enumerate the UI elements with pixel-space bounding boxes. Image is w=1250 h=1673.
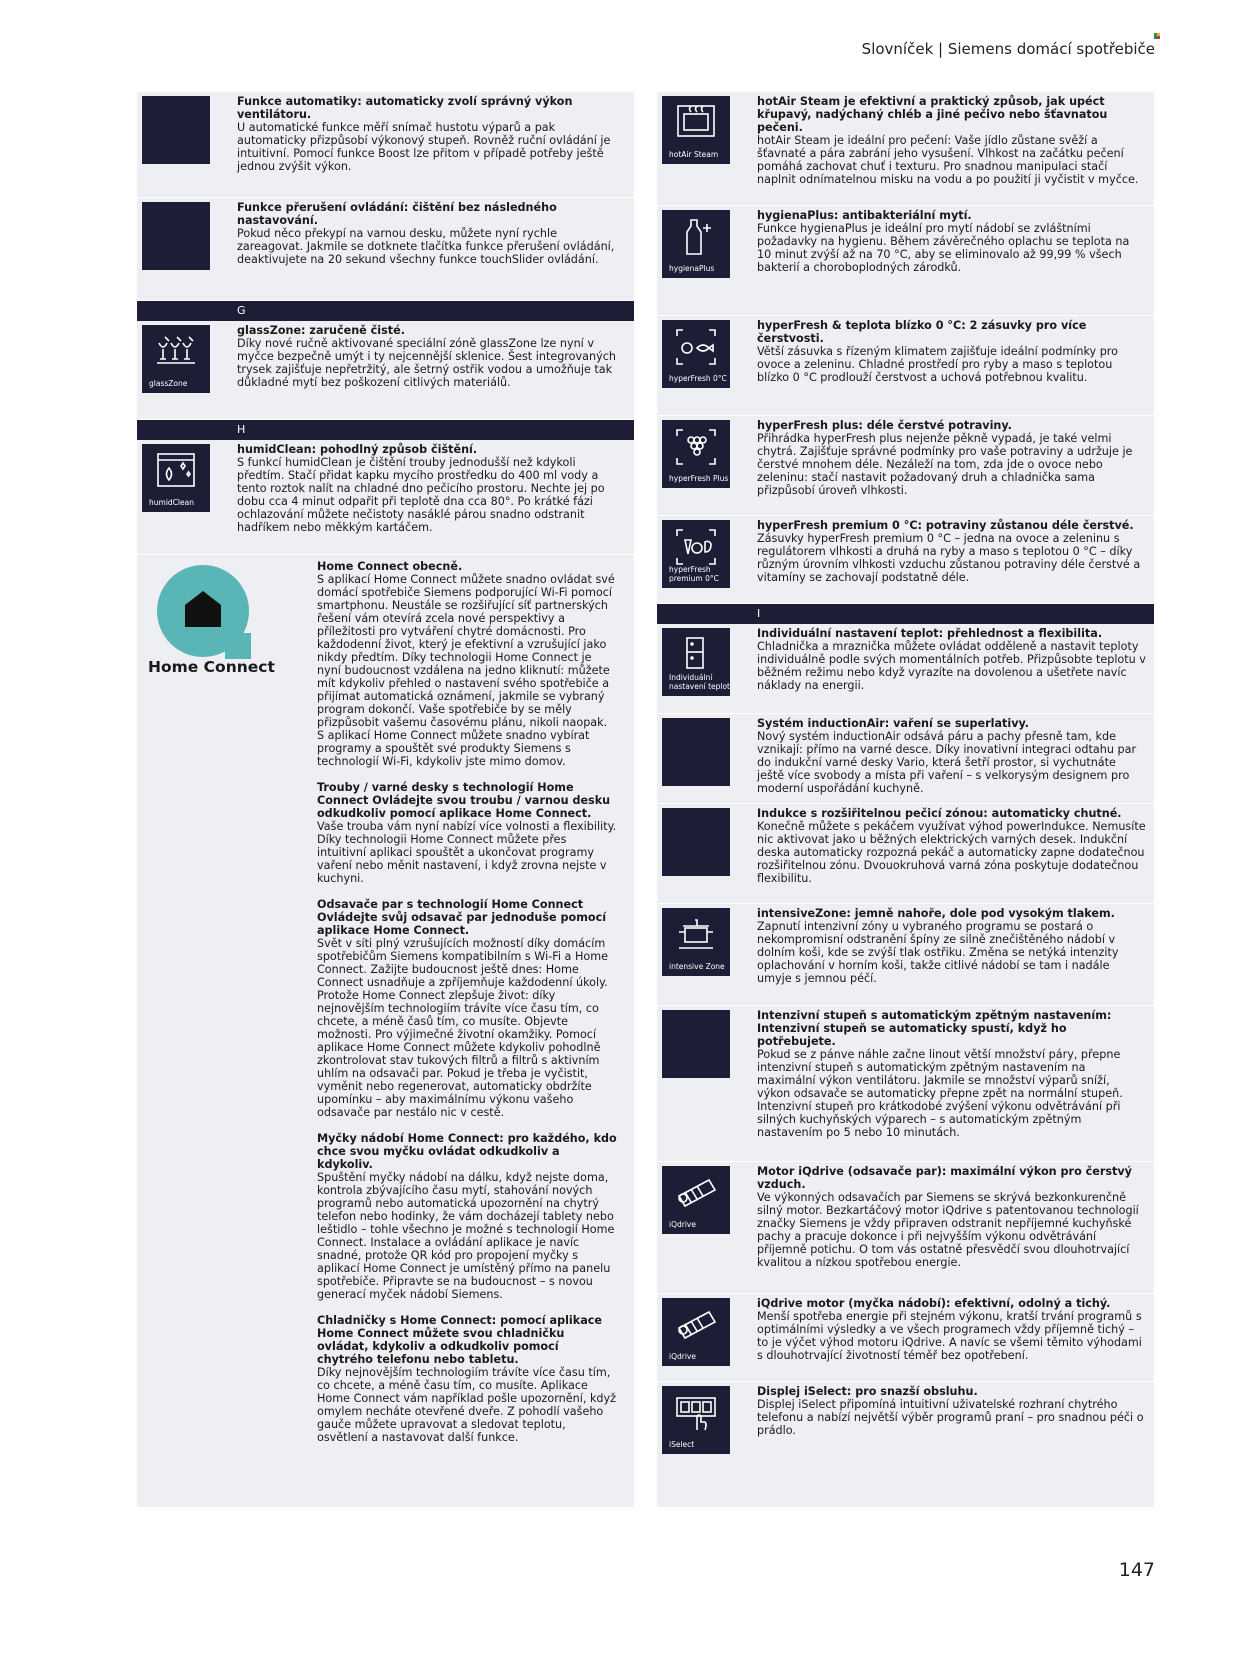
entry-text [757, 624, 1154, 692]
icon-label: hyperFresh 0°C [669, 373, 727, 383]
entry-text [757, 904, 1154, 985]
oven-steam-icon [142, 444, 210, 512]
blank-icon [662, 808, 730, 876]
fruit-fish-icon [662, 320, 730, 388]
glossary-entry [657, 316, 1154, 416]
hc-section-body: Spuštění myčky nádobí na dálku, když nejste doma, kontrola zbývajícího času mytí, stahování nových programů nebo automatická upozornění na chytrý telefon nebo hodinky, že vám docházejí tablety nebo leštidlo – tohle všechno je možné s technologií Home Connect. Instalace a ovládání aplikace je navíc snadné, protože QR kód pro propojení myčky s aplikací Home Connect je umístěný přímo na panelu spotřebiče. Připravte se na budoucnost – s novou generací myček nádobí Siemens. [317, 1171, 615, 1301]
left-column [137, 92, 634, 1507]
home-connect-name: Home Connect [148, 658, 275, 676]
entry-body: S funkcí humidClean je čištění trouby jednodušší než kdykoli předtím. Stačí přidat kapku mycího prostředku do 400 ml vody a tento roztok nalít na chladné dno pečicího prostoru. Nechte jej po dobu cca 4 minut odpařit při teplotě dna cca 80°. Po krátké fázi ochlazování můžete nečistoty nasáklé párou snadno odstranit hadříkem nebo měkkým kartáčem. [237, 456, 605, 534]
entry-text [237, 440, 634, 534]
grapes-icon [662, 420, 730, 488]
entry-text [757, 516, 1154, 584]
home-connect-logo-icon [157, 565, 249, 657]
entry-title: Funkce automatiky: automaticky zvolí správný výkon ventilátoru. [237, 95, 573, 121]
glossary-entry [657, 1162, 1154, 1294]
icon-label: hotAir Steam [669, 149, 719, 159]
hc-section-title: Odsavače par s technologií Home Connect Ovládejte svůj odsavač par jednoduše pomocí aplikace Home Connect. [317, 898, 607, 937]
hc-section-title: Home Connect obecně. [317, 560, 463, 573]
entry-title: intensiveZone: jemně nahoře, dole pod vysokým tlakem. [757, 907, 1115, 920]
glossary-entry [657, 92, 1154, 206]
right-column [657, 92, 1154, 1507]
entry-text [757, 316, 1154, 384]
entry-title: Individuální nastavení teplot: přehlednost a flexibilita. [757, 627, 1103, 640]
entry-body: Displej iSelect připomíná intuitivní uživatelské rozhraní chytrého telefonu a nabízí největší výběr programů praní – pro snadnou péči o prádlo. [757, 1398, 1144, 1437]
icon-label: hyperFresh premium 0°C [669, 565, 719, 583]
icon-label: humidClean [149, 497, 194, 507]
entry-text [237, 198, 634, 266]
glossary-entry [657, 1006, 1154, 1162]
page-number: 147 [1118, 1559, 1155, 1581]
entry-title: Systém inductionAir: vaření se superlativy. [757, 717, 1030, 730]
entry-text [757, 206, 1154, 274]
glossary-entry [137, 92, 634, 198]
entry-text [757, 416, 1154, 497]
entry-body: Ve výkonných odsavačích par Siemens se skrývá bezkonkurenčně silný motor. Bezkartáčový motor iQdrive s patentovanou technologií značky Siemens je vždy připraven odstranit nepříjemné kuchyňské pachy a pracuje dokonce i při nejvyšším výkonu odvětrávání příjemně potichu. O tom vás ostatně přesvědčí svou dlouhotrvající kvalitou a nízkou spotřebou energie. [757, 1191, 1139, 1269]
glossary-entry [657, 904, 1154, 1006]
home-connect-text [317, 560, 617, 1457]
entry-body: U automatické funkce měří snímač hustotu výparů a pak automaticky přizpůsobí výkonový stupeň. Rovněž ruční ovládání je intuitivní. Pomocí funkce Boost lze přitom v případě potřeby ještě jednou zvýšit výkon. [237, 121, 611, 173]
brand-flag-icon [1154, 33, 1160, 39]
fridge-panel-icon [662, 628, 730, 696]
letter-heading-h: H [137, 420, 634, 440]
entry-body: Funkce hygienaPlus je ideální pro mytí nádobí se zvláštními požadavky na hygienu. Během závěrečného oplachu se teplota na 10 minut zvýší až na 70 °C, aby se eliminovalo až 99,99 % všech bakterií a choroboplodných zárodků. [757, 222, 1130, 274]
entry-body: Přihrádka hyperFresh plus nejenže pěkně vypadá, je také velmi chytrá. Zajišťuje správné podmínky pro vaše potraviny a udržuje je čerstvé mnohem déle. Nezáleží na tom, zda jde o ovoce nebo zeleninu: stačí nastavit požadovaný druh a chladnička sama přizpůsobí úroveň vlhkosti. [757, 432, 1133, 497]
carrot-apple-icon [662, 520, 730, 588]
entry-body: Pokud něco překypí na varnou desku, můžete nyní rychle zareagovat. Jakmile se dotknete tlačítka funkce přerušení ovládání, deaktivujete na 20 sekund všechny funkce touchSlider ovládání. [237, 227, 615, 266]
hc-section-body: Svět v síti plný vzrušujících možností díky domácím spotřebičům Siemens kompatibilním s Wi-Fi a Home Connect. Zažijte budoucnost ještě dnes: Home Connect usnadňuje a zpříjemňuje každodenní úkoly. Protože Home Connect zlepšuje život: díky nejnovějším technologiím trávíte více času tím, co chcete, a méně časů tím, co musíte. Objevte možnosti. Pro výjimečné životní okamžiky. Pomocí aplikace Home Connect můžete kdykoliv pohodlně zkontrolovat stav tukových filtrů a filtrů s aktivním uhlím na odsavači par. Pokud je třeba je vyčistit, vyměnit nebo regenerovat, automaticky obdržíte upomínku – aby maximálnímu výkonu vašeho odsavače par nestálo nic v cestě. [317, 937, 608, 1119]
entry-text [237, 92, 634, 173]
glossary-entry [657, 804, 1154, 904]
glossary-entry [137, 321, 634, 420]
home-connect-section [137, 555, 634, 1470]
entry-title: Displej iSelect: pro snazší obsluhu. [757, 1385, 978, 1398]
glossary-entry [137, 198, 634, 301]
entry-text [757, 1006, 1154, 1139]
entry-title: hygienaPlus: antibakteriální mytí. [757, 209, 972, 222]
glossary-entry [137, 440, 634, 555]
hc-section-body: Vaše trouba vám nyní nabízí více volnosti a flexibility. Díky technologii Home Connect můžete přes intuitivní aplikaci spouštět a ukončovat programy vaření nebo měnit nastavení, i když zrovna nejste v kuchyni. [317, 820, 617, 885]
entry-title: hyperFresh plus: déle čerstvé potraviny. [757, 419, 1012, 432]
entry-body: hotAir Steam je ideální pro pečení: Vaše jídlo zůstane svěží a šťavnaté a pára zabrání jeho vysušení. Vlhkost na začátku pečení pomáhá zachovat chuť i texturu. Pro snadnou manipulaci stačí naplnit odnímatelnou misku na vodu a po použití ji vyčistit v myčce. [757, 134, 1139, 186]
glossary-entry [657, 516, 1154, 604]
hc-section-body: Díky nejnovějším technologiím trávíte více času tím, co chcete, a méně času tím, co musíte. Aplikace Home Connect vám například pošle upozornění, když omylem necháte otevřené dveře. Z pohodlí vašeho gauče můžete upravovat a sledovat teplotu, osvětlení a nastavovat další funkce. [317, 1366, 617, 1444]
page-header: Slovníček | Siemens domácí spotřebiče [861, 40, 1155, 58]
entry-title: humidClean: pohodlný způsob čištění. [237, 443, 478, 456]
entry-title: hyperFresh & teplota blízko 0 °C: 2 zásuvky pro více čerstvosti. [757, 319, 1087, 345]
glossary-entry [657, 714, 1154, 804]
entry-body: Konečně můžete s pekáčem využívat výhod powerIndukce. Nemusíte nic aktivovat jako u běžných elektrických varných desek. Indukční deska automaticky rozpozná pekáč a automaticky zapne dodatečnou rozšiřitelnou zónu. Dvouokruhová varná zóna poskytuje dodatečnou flexibilitu. [757, 820, 1146, 885]
bottle-plus-icon [662, 210, 730, 278]
entry-title: Motor iQdrive (odsavače par): maximální výkon pro čerstvý vzduch. [757, 1165, 1132, 1191]
blank-icon [662, 718, 730, 786]
entry-body: Nový systém inductionAir odsává páru a pachy přesně tam, kde vznikají: přímo na varné desce. Díky inovativní integraci odtahu par do indukční varné desky Vario, která šetří prostor, si vychutnáte ještě více svobody a místa při vaření – s velkorysým designem pro moderní uspořádání kuchyně. [757, 730, 1137, 795]
icon-label: hygienaPlus [669, 263, 715, 273]
blank-icon [662, 1010, 730, 1078]
entry-text [757, 1162, 1154, 1269]
entry-body: Menší spotřeba energie při stejném výkonu, kratší trvání programů s optimálními výsledky a ve všech programech vždy příjemně tichý – to je výčet výhod motoru iQdrive. A navíc se všemi těmito výhodami s dlouhotrvající životností téměř bez opotřebení. [757, 1310, 1142, 1362]
glossary-entry [657, 206, 1154, 316]
touch-display-icon [662, 1386, 730, 1454]
oven-steam-icon [662, 96, 730, 164]
glossary-entry [657, 1294, 1154, 1382]
motor-icon [662, 1298, 730, 1366]
entry-body: Zásuvky hyperFresh premium 0 °C – jedna na ovoce a zeleninu s regulátorem vlhkosti a druhá na ryby a maso s teplotou 0 °C – díky různým úrovním vlhkosti vzduchu zůstanou potraviny déle čerstvé a vitamíny se zachovají podstatně déle. [757, 532, 1141, 584]
entry-body: Pokud se z pánve náhle začne linout větší množství páry, přepne intenzivní stupeň s automatickým zpětným nastavením na maximální výkon ventilátoru. Jakmile se množství výparů sníží, výkon odsavače se automaticky přepne zpět na normální stupeň. Intenzivní stupeň pro krátkodobé zvýšení výkonu odvětrávání při silných kuchyňských výparech – s automatickým zpětným nastavením po 5 nebo 10 minutách. [757, 1048, 1123, 1139]
entry-title: iQdrive motor (myčka nádobí): efektivní, odolný a tichý. [757, 1297, 1111, 1310]
icon-label: iSelect [669, 1439, 695, 1449]
pot-icon [662, 908, 730, 976]
glossary-entry [657, 624, 1154, 714]
hc-section-title: Myčky nádobí Home Connect: pro každého, kdo chce svou myčku ovládat odkudkoliv a kdykoliv. [317, 1132, 617, 1171]
entry-text [757, 804, 1154, 885]
entry-title: glassZone: zaručeně čisté. [237, 324, 405, 337]
glossary-entry [657, 1382, 1154, 1472]
entry-body: Díky nové ručně aktivované speciální zóně glassZone lze nyní v myčce bezpečně umýt i ty nejcennější sklenice. Šest integrovaných trysek zajišťuje nepřetržitý, ale šetrný ostřik vodou a umožňuje tak důkladné mytí bez poškození citlivých materiálů. [237, 337, 616, 389]
entry-body: Chladnička a mraznička můžete ovládat odděleně a nastavit teploty individuálně podle svých momentálních potřeb. Přizpůsobte teplotu v běžném režimu nebo když vyrazíte na dovolenou a ušetřete navíc náklady na energii. [757, 640, 1146, 692]
entry-text [237, 321, 634, 389]
icon-label: iQdrive [669, 1219, 696, 1229]
icon-label: glassZone [149, 378, 188, 388]
letter-heading-g: G [137, 301, 634, 321]
hc-section-title: Trouby / varné desky s technologií Home Connect Ovládejte svou troubu / varnou desku odkudkoliv pomocí aplikace Home Connect. [317, 781, 611, 820]
hc-section-title: Chladničky s Home Connect: pomocí aplikace Home Connect můžete svou chladničku ovládat, kdykoliv a odkudkoliv pomocí chytrého telefonu nebo tabletu. [317, 1314, 602, 1366]
icon-label: hyperFresh Plus [669, 473, 729, 483]
entry-title: hotAir Steam je efektivní a praktický způsob, jak upéct křupavý, nadýchaný chléb a jiné pečivo nebo šťavnatou pečeni. [757, 95, 1108, 134]
icon-label: intensive Zone [669, 961, 725, 971]
letter-heading-i: I [657, 604, 1154, 624]
entry-title: Indukce s rozšiřitelnou pečicí zónou: automaticky chutné. [757, 807, 1122, 820]
entry-text [757, 92, 1154, 186]
glossary-entry [657, 416, 1154, 516]
icon-label: Individuální nastavení teplot [669, 673, 730, 691]
wine-glasses-icon [142, 325, 210, 393]
icon-label: iQdrive [669, 1351, 696, 1361]
blank-icon [142, 202, 210, 270]
entry-title: Intenzivní stupeň s automatickým zpětným nastavením: Intenzivní stupeň se automaticky spustí, když ho potřebujete. [757, 1009, 1112, 1048]
entry-title: Funkce přerušení ovládání: čištění bez následného nastavování. [237, 201, 557, 227]
motor-icon [662, 1166, 730, 1234]
entry-title: hyperFresh premium 0 °C: potraviny zůstanou déle čerstvé. [757, 519, 1134, 532]
entry-body: Zapnutí intenzivní zóny u vybraného programu se postará o nekompromisní odstranění špíny ze silně znečištěného nádobí v dolním koši, kde se zvýší tlak ostřiku. Změna se netýká intenzity oplachování v horním koši, takže citlivé nádobí se tam i nadále umyje s jemnou péčí. [757, 920, 1119, 985]
entry-text [757, 1382, 1154, 1437]
entry-text [757, 714, 1154, 795]
entry-body: Větší zásuvka s řízeným klimatem zajišťuje ideální podmínky pro ovoce a zeleninu. Chladné prostředí pro ryby a maso s teplotou blízko 0 °C prodlouží čerstvost a uchová potřebnou kvalitu. [757, 345, 1119, 384]
entry-text [757, 1294, 1154, 1362]
blank-icon [142, 96, 210, 164]
hc-section-body: S aplikací Home Connect můžete snadno ovládat své domácí spotřebiče Siemens podporující Wi-Fi pomocí smartphonu. Neustále se rozšiřující síť partnerských řešení vám otevírá zcela nové perspektivy a příležitosti pro vytváření chytré domácnosti. Pro každodenní život, který je efektivní a vzrušující jako nikdy předtím. Díky technologii Home Connect je nyní budoucnost vzdálena na jedno kliknutí: můžete mít kdykoliv přehled o nastavení svého spotřebiče a přijímat automatická oznámení, jakmile se vybraný program dokončí. Vaše spotřebiče by se měly přizpůsobit vašemu časovému plánu, nikoli naopak. S aplikací Home Connect můžete snadno vybírat programy a spouštět své produkty Siemens s technologií Wi-Fi, kdykoliv jste mimo domov. [317, 573, 615, 768]
